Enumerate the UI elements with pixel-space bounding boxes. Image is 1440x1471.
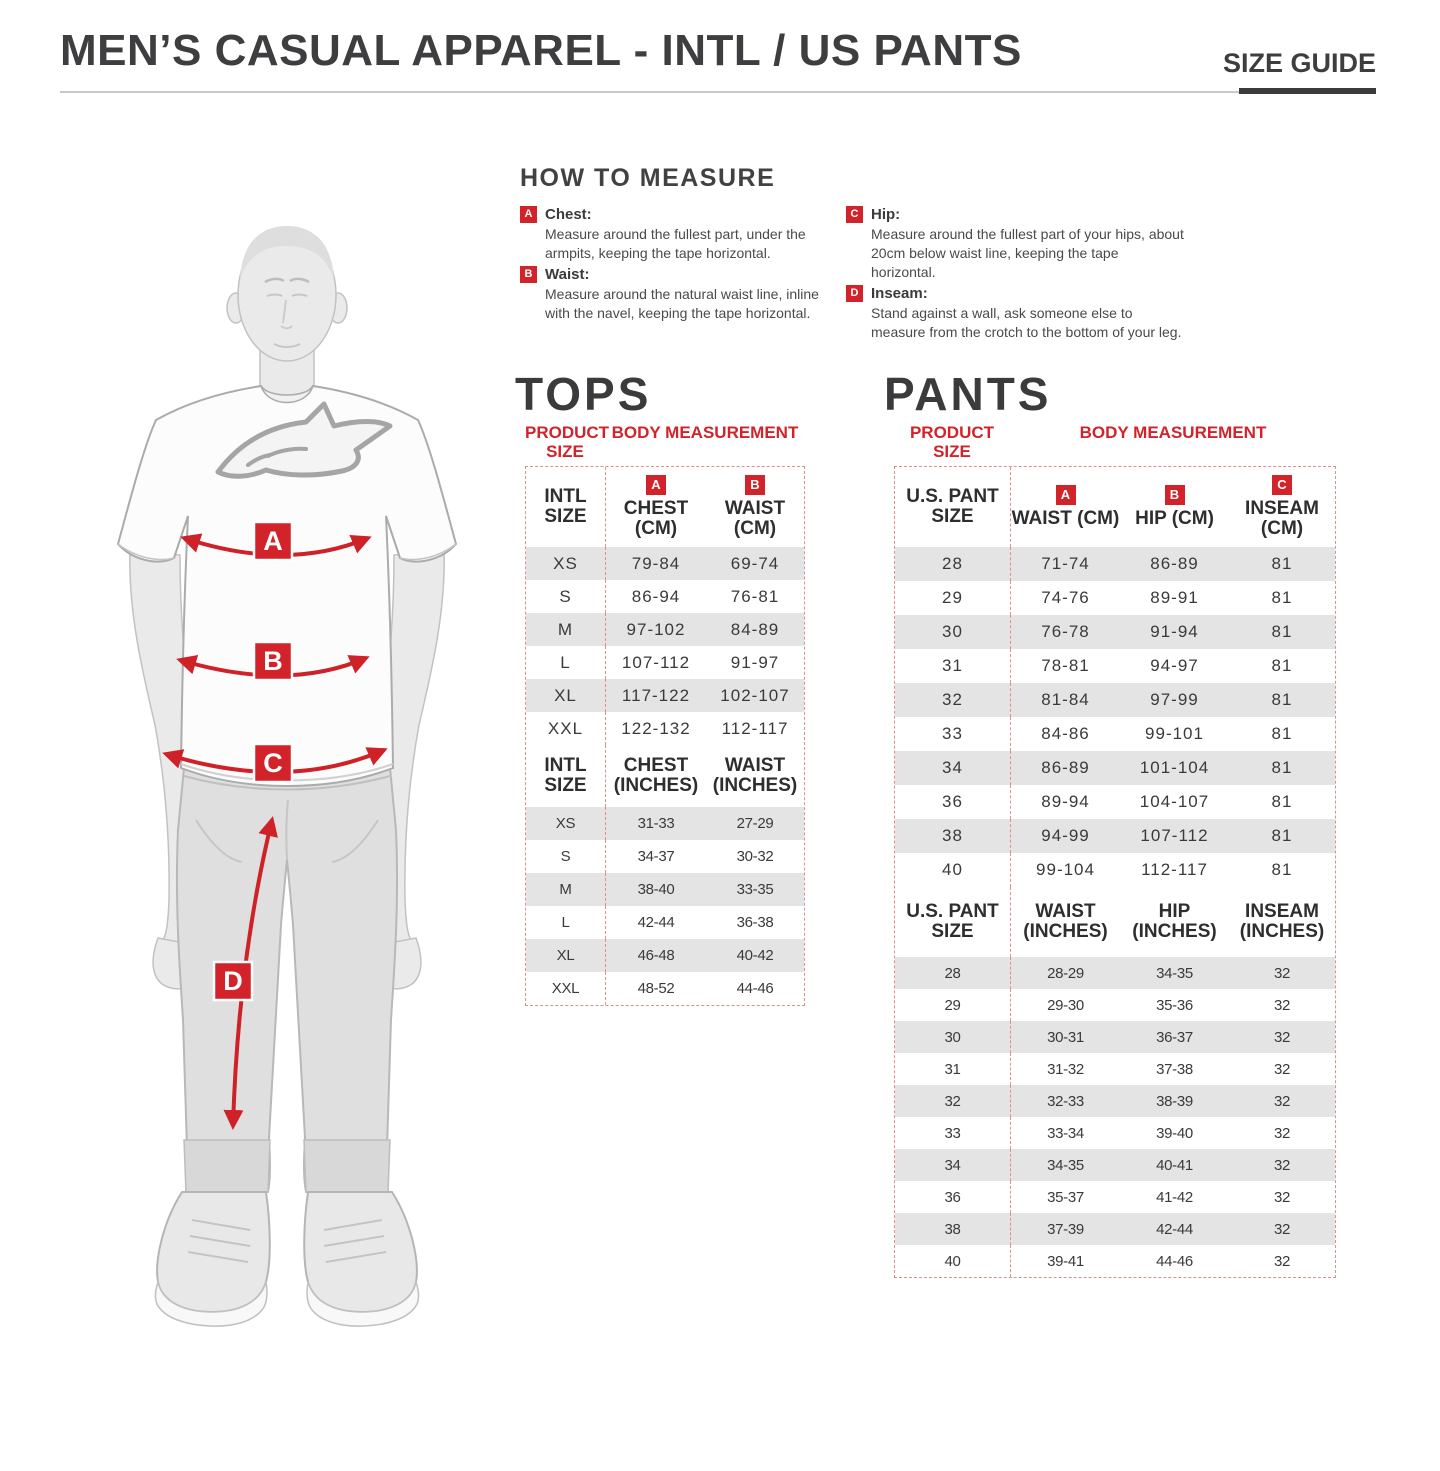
table-row (895, 1053, 1335, 1085)
chest-badge: A (520, 206, 537, 223)
table-row (895, 1085, 1335, 1117)
chest-cell: 31-33 (637, 815, 675, 832)
pants-hip-cm-header: HIP (CM) (1135, 508, 1214, 529)
waist-cell: 39-41 (1047, 1252, 1084, 1270)
hip-badge: C (846, 206, 863, 223)
waist-a-badge: A (1056, 485, 1076, 505)
chest-a-badge: A (646, 475, 666, 495)
tops-waist-inches-header: WAIST (INCHES) (712, 755, 798, 796)
size-cell: 32 (895, 683, 1011, 717)
hip-cell: 35-36 (1156, 996, 1193, 1014)
measure-item-inseam (846, 285, 1186, 342)
pants-size-header-inches: U.S. PANT SIZE (906, 901, 999, 942)
hip-cell: 91-94 (1150, 622, 1199, 641)
table-row (895, 1149, 1335, 1181)
table-row (895, 581, 1335, 615)
size-cell: 40 (895, 853, 1011, 887)
inseam-description: Stand against a wall, ask someone else to measure from the crotch to the bottom of your leg. (871, 305, 1182, 340)
inseam-c-badge: C (1272, 475, 1292, 495)
figure-head (227, 226, 347, 397)
inseam-badge: D (846, 285, 863, 302)
waist-description: Measure around the natural waist line, inline with the navel, keeping the tape horizontal. (545, 286, 819, 321)
tops-chest-inches-header: CHEST (INCHES) (613, 755, 699, 796)
inseam-cell: 81 (1271, 554, 1293, 573)
inseam-cell: 32 (1273, 1188, 1291, 1206)
table-row (895, 1213, 1335, 1245)
size-cell: 28 (895, 547, 1011, 581)
hip-cell: 39-40 (1156, 1124, 1193, 1142)
chest-cell: 46-48 (637, 947, 675, 964)
table-row (526, 580, 804, 613)
waist-cell: 36-38 (736, 914, 774, 931)
hip-cell: 42-44 (1156, 1220, 1193, 1238)
hip-cell: 99-101 (1145, 724, 1204, 743)
waist-cell: 44-46 (736, 980, 774, 997)
page-title: MEN’S CASUAL APPAREL - INTL / US PANTS (60, 26, 1022, 75)
waist-cell: 27-29 (736, 815, 774, 832)
size-cell: XL (526, 679, 606, 712)
waist-cell: 33-35 (736, 881, 774, 898)
table-row (526, 679, 804, 712)
chest-cell: 86-94 (631, 586, 681, 606)
how-to-measure (520, 164, 1310, 345)
size-cell: 40 (895, 1245, 1011, 1277)
waist-cell: 112-117 (721, 718, 789, 738)
figure-shoes (155, 1192, 418, 1326)
size-cell: L (526, 646, 606, 679)
table-row (895, 989, 1335, 1021)
hip-cell: 37-38 (1156, 1060, 1193, 1078)
inseam-cell: 32 (1273, 964, 1291, 982)
waist-cell: 69-74 (730, 553, 780, 573)
table-row (895, 1117, 1335, 1149)
marker-d: D (223, 966, 243, 996)
marker-c: C (263, 748, 283, 778)
waist-label: Waist: (545, 266, 590, 283)
chest-cell: 122-132 (621, 718, 691, 738)
chest-cell: 117-122 (621, 685, 691, 705)
header-divider (60, 91, 1376, 93)
waist-cell: 84-86 (1041, 724, 1090, 743)
chest-cell: 107-112 (621, 652, 691, 672)
chest-cell: 48-52 (637, 980, 675, 997)
chest-cell: 79-84 (631, 553, 681, 573)
size-cell: 36 (895, 785, 1011, 819)
inseam-cell: 81 (1271, 724, 1293, 743)
size-cell: S (526, 580, 606, 613)
hip-label: Hip: (871, 206, 901, 223)
table-row (895, 819, 1335, 853)
table-row (526, 972, 804, 1005)
waist-cell: 29-30 (1047, 996, 1084, 1014)
size-cell: 29 (895, 581, 1011, 615)
tops-cm-header-row (526, 467, 804, 547)
table-row (895, 751, 1335, 785)
size-cell: M (526, 873, 606, 906)
table-row (895, 1181, 1335, 1213)
inseam-cell: 32 (1273, 996, 1291, 1014)
table-row (526, 646, 804, 679)
tops-product-size-label: PRODUCT SIZE (525, 423, 610, 461)
pants-inches-rows (895, 957, 1335, 1277)
waist-cell: 37-39 (1047, 1220, 1084, 1238)
hip-cell: 40-41 (1156, 1156, 1193, 1174)
inseam-cell: 81 (1271, 690, 1293, 709)
tops-inches-rows (526, 807, 804, 1005)
size-cell: XXL (526, 712, 606, 745)
hip-cell: 34-35 (1156, 964, 1193, 982)
size-cell: 30 (895, 615, 1011, 649)
figure-pants (177, 768, 397, 1192)
waist-cell: 34-35 (1047, 1156, 1084, 1174)
tops-cm-rows (526, 547, 804, 745)
table-row (526, 873, 804, 906)
chest-description: Measure around the fullest part, under the armpits, keeping the tape horizontal. (545, 226, 806, 261)
hip-cell: 104-107 (1139, 792, 1210, 811)
waist-cell: 33-34 (1047, 1124, 1084, 1142)
size-cell: 33 (895, 717, 1011, 751)
measure-item-chest (520, 206, 842, 263)
tops-chest-cm-header: CHEST (CM) (623, 498, 689, 539)
table-row (526, 939, 804, 972)
marker-b: B (263, 646, 283, 676)
how-to-measure-left-column (520, 206, 842, 345)
pants-product-size-label: PRODUCT SIZE (909, 423, 995, 461)
size-cell: 36 (895, 1181, 1011, 1213)
table-row (526, 807, 804, 840)
tops-size-header-inches: INTL SIZE (544, 755, 587, 796)
table-row (895, 683, 1335, 717)
waist-cell: 81-84 (1041, 690, 1090, 709)
chest-cell: 97-102 (626, 619, 686, 639)
size-cell: 31 (895, 1053, 1011, 1085)
hip-cell: 94-97 (1150, 656, 1199, 675)
waist-badge: B (520, 266, 537, 283)
pants-cm-header-row (895, 467, 1335, 547)
table-row (895, 649, 1335, 683)
inseam-cell: 81 (1271, 588, 1293, 607)
size-cell: L (526, 906, 606, 939)
how-to-measure-right-column (846, 206, 1186, 345)
inseam-cell: 32 (1273, 1220, 1291, 1238)
pants-inseam-inches-header: INSEAM (INCHES) (1239, 901, 1325, 942)
pants-heading: PANTS (884, 368, 1052, 420)
inseam-cell: 81 (1271, 758, 1293, 777)
tops-inches-header-row (526, 745, 804, 807)
size-cell: 34 (895, 751, 1011, 785)
table-row (895, 785, 1335, 819)
size-cell: 28 (895, 957, 1011, 989)
waist-cell: 94-99 (1041, 826, 1090, 845)
size-cell: XL (526, 939, 606, 972)
waist-cell: 78-81 (1041, 656, 1090, 675)
size-cell: 29 (895, 989, 1011, 1021)
hip-b-badge: B (1165, 485, 1185, 505)
waist-cell: 30-31 (1047, 1028, 1084, 1046)
hip-cell: 97-99 (1150, 690, 1199, 709)
waist-cell: 102-107 (720, 685, 790, 705)
waist-cell: 32-33 (1047, 1092, 1084, 1110)
size-cell: 38 (895, 819, 1011, 853)
waist-cell: 76-78 (1041, 622, 1090, 641)
pants-inches-header-row (895, 887, 1335, 957)
waist-cell: 30-32 (736, 848, 774, 865)
waist-cell: 84-89 (730, 619, 780, 639)
table-row (526, 613, 804, 646)
size-cell: XS (526, 547, 606, 580)
size-cell: M (526, 613, 606, 646)
inseam-cell: 32 (1273, 1092, 1291, 1110)
pants-table (894, 466, 1336, 1278)
measurement-figure (100, 220, 490, 1370)
size-cell: 33 (895, 1117, 1011, 1149)
table-row (895, 853, 1335, 887)
waist-cell: 71-74 (1041, 554, 1090, 573)
table-row (895, 957, 1335, 989)
tops-body-measurement-label: BODY MEASUREMENT (611, 423, 799, 442)
inseam-cell: 32 (1273, 1156, 1291, 1174)
inseam-cell: 32 (1273, 1028, 1291, 1046)
waist-cell: 91-97 (730, 652, 780, 672)
waist-cell: 28-29 (1047, 964, 1084, 982)
tops-waist-cm-header: WAIST (CM) (724, 498, 786, 539)
pants-waist-inches-header: WAIST (INCHES) (1023, 901, 1108, 942)
waist-cell: 31-32 (1047, 1060, 1084, 1078)
inseam-label: Inseam: (871, 285, 928, 302)
inseam-cell: 81 (1271, 826, 1293, 845)
table-row (526, 840, 804, 873)
how-to-measure-heading: HOW TO MEASURE (520, 164, 776, 192)
hip-cell: 107-112 (1140, 826, 1209, 845)
hip-description: Measure around the fullest part of your hips, about 20cm below waist line, keeping the tape horizontal. (871, 226, 1184, 280)
table-row (895, 1245, 1335, 1277)
pants-size-header: U.S. PANT SIZE (906, 486, 999, 527)
header-divider-accent (1239, 88, 1376, 94)
table-row (526, 906, 804, 939)
table-row (895, 547, 1335, 581)
size-cell: 32 (895, 1085, 1011, 1117)
marker-a: A (263, 526, 283, 556)
pants-body-measurement-label: BODY MEASUREMENT (1079, 423, 1267, 442)
hip-cell: 112-117 (1141, 860, 1208, 879)
size-cell: XXL (526, 972, 606, 1005)
waist-b-badge: B (745, 475, 765, 495)
size-guide-label: SIZE GUIDE (1222, 48, 1376, 78)
hip-cell: 86-89 (1150, 554, 1199, 573)
table-row (526, 547, 804, 580)
hip-cell: 101-104 (1139, 758, 1210, 777)
inseam-cell: 81 (1271, 656, 1293, 675)
hip-cell: 38-39 (1156, 1092, 1193, 1110)
waist-cell: 40-42 (736, 947, 774, 964)
inseam-cell: 81 (1271, 622, 1293, 641)
pants-cm-rows (895, 547, 1335, 887)
size-cell: 34 (895, 1149, 1011, 1181)
tops-size-header: INTL SIZE (544, 486, 587, 527)
inseam-cell: 32 (1273, 1124, 1291, 1142)
inseam-cell: 32 (1273, 1060, 1291, 1078)
chest-label: Chest: (545, 206, 592, 223)
size-cell: S (526, 840, 606, 873)
table-row (895, 1021, 1335, 1053)
inseam-cell: 81 (1271, 792, 1293, 811)
pants-waist-cm-header: WAIST (CM) (1011, 508, 1120, 529)
chest-cell: 42-44 (637, 914, 675, 931)
size-cell: 30 (895, 1021, 1011, 1053)
waist-cell: 89-94 (1041, 792, 1090, 811)
waist-cell: 99-104 (1036, 860, 1095, 879)
table-row (895, 615, 1335, 649)
tops-section (515, 368, 805, 1006)
waist-cell: 74-76 (1041, 588, 1090, 607)
hip-cell: 89-91 (1150, 588, 1199, 607)
chest-cell: 34-37 (637, 848, 675, 865)
waist-cell: 35-37 (1047, 1188, 1084, 1206)
pants-section (884, 368, 1336, 1278)
waist-cell: 76-81 (730, 586, 780, 606)
pants-inseam-cm-header: INSEAM (CM) (1245, 498, 1319, 539)
size-cell: 38 (895, 1213, 1011, 1245)
chest-cell: 38-40 (637, 881, 675, 898)
tops-table (525, 466, 805, 1006)
hip-cell: 44-46 (1156, 1252, 1193, 1270)
inseam-cell: 81 (1271, 860, 1293, 879)
hip-cell: 36-37 (1156, 1028, 1193, 1046)
size-cell: 31 (895, 649, 1011, 683)
pants-hip-inches-header: HIP (INCHES) (1132, 901, 1217, 942)
inseam-cell: 32 (1273, 1252, 1291, 1270)
measure-item-hip (846, 206, 1186, 282)
measure-item-waist (520, 266, 842, 323)
hip-cell: 41-42 (1156, 1188, 1193, 1206)
waist-cell: 86-89 (1041, 758, 1090, 777)
table-row (895, 717, 1335, 751)
size-cell: XS (526, 807, 606, 840)
table-row (526, 712, 804, 745)
tops-heading: TOPS (515, 368, 652, 420)
